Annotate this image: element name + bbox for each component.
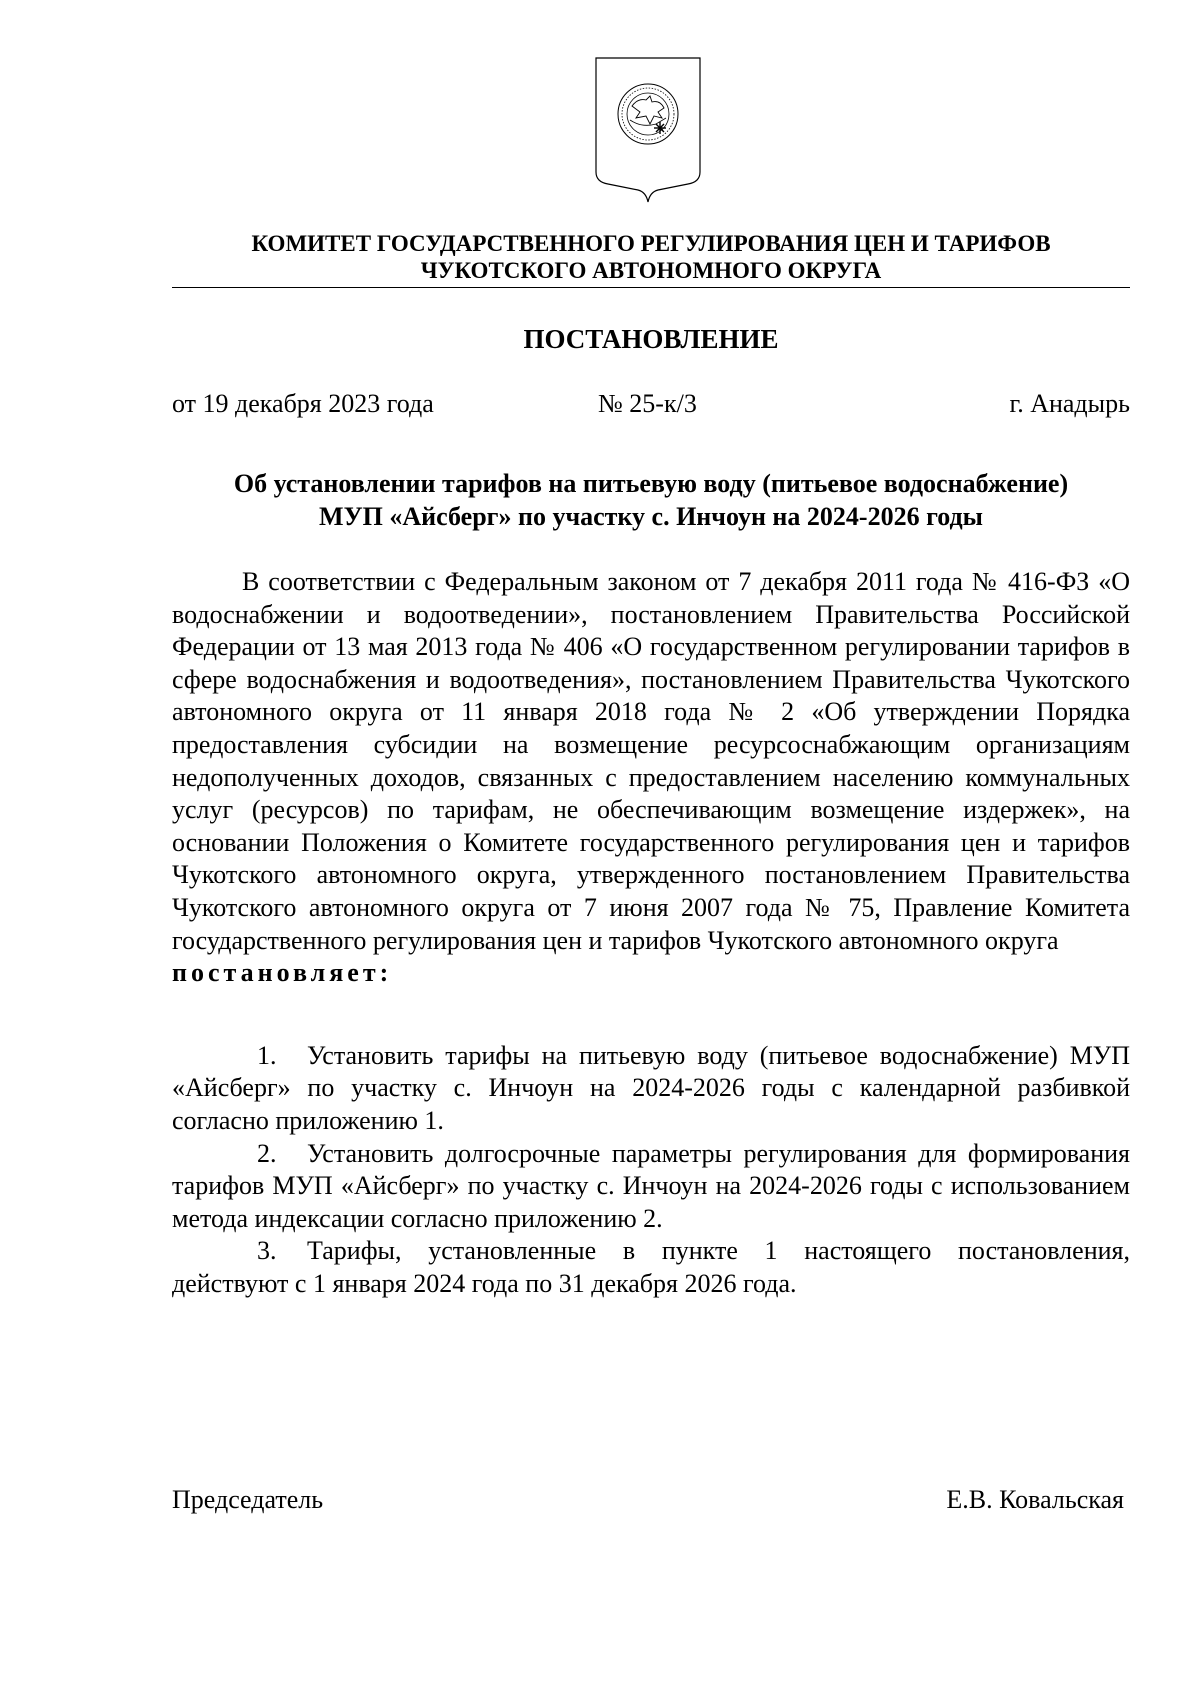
decree-item-2 (172, 1138, 1130, 1236)
document-city: г. Анадырь (1009, 389, 1130, 418)
item-text: Установить тарифы на питьевую воду (питьевое водоснабжение) МУП «Айсберг» по участку с. Инчоун на 2024-2026 годы с календарной разбивкой согласно приложению 1. (172, 1040, 1130, 1135)
item-text: Установить долгосрочные параметры регулирования для формирования тарифов МУП «Айсберг» по участку с. Инчоун на 2024-2026 годы с использованием метода индексации согласно приложению 2. (172, 1138, 1130, 1233)
organization-name-line1: КОМИТЕТ ГОСУДАРСТВЕННОГО РЕГУЛИРОВАНИЯ ЦЕН И ТАРИФОВ (251, 231, 1051, 256)
signature-block (172, 1484, 1130, 1518)
decree-item-1 (172, 1040, 1130, 1138)
signatory-name: Е.В. Ковальская (946, 1485, 1124, 1514)
document-body (172, 566, 1130, 1300)
document-subject (172, 467, 1130, 533)
decree-word: постановляет: (172, 958, 393, 988)
decree-items (172, 1040, 1130, 1301)
item-text: Тарифы, установленные в пункте 1 настоящего постановления, действуют с 1 января 2024 года по 31 декабря 2026 года. (172, 1236, 1130, 1298)
document-date: от 19 декабря 2023 года (172, 389, 434, 418)
item-number: 2. (257, 1138, 277, 1168)
document-number: № 25-к/3 (598, 389, 697, 418)
signatory-title: Председатель (172, 1485, 324, 1514)
item-number: 3. (257, 1236, 277, 1266)
subject-line2: МУП «Айсберг» по участку с. Инчоун на 2024-2026 годы (319, 502, 983, 531)
item-number: 1. (257, 1040, 277, 1070)
document-type: ПОСТАНОВЛЕНИЕ (523, 324, 779, 354)
subject-line1: Об установлении тарифов на питьевую воду (питьевое водоснабжение) (233, 469, 1069, 498)
organization-header (172, 230, 1130, 284)
decree-item-3 (172, 1235, 1130, 1300)
header-divider (172, 287, 1130, 288)
document-meta (172, 388, 1130, 422)
organization-name-line2: ЧУКОТСКОГО АВТОНОМНОГО ОКРУГА (420, 258, 882, 283)
preamble-paragraph: В соответствии с Федеральным законом от 7 декабря 2011 года № 416-ФЗ «О водоснабжении и водоотведении», постановлением Правительства Российской Федерации от 13 мая 2013 года № 406 «О государственном регулировании тарифов в сфере водоснабжения и водоотведения», постановлением Правительства Чукотского автономного округа от 11 января 2018 года № 2 «Об утверждении Порядка предоставления субсидии на возмещение ресурсоснабжающим организациям недополученных доходов, связанных с предоставлением населению коммунальных услуг (ресурсов) по тарифам, не обеспечивающим возмещение издержек», на основании Положения о Комитете государственного регулирования цен и тарифов Чукотского автономного округа, утвержденного постановлением Правительства Чукотского автономного округа от 7 июня 2007 года № 75, Правление Комитета государственного регулирования цен и тарифов Чукотского автономного округа (172, 567, 1130, 955)
coat-of-arms-icon (592, 54, 704, 206)
